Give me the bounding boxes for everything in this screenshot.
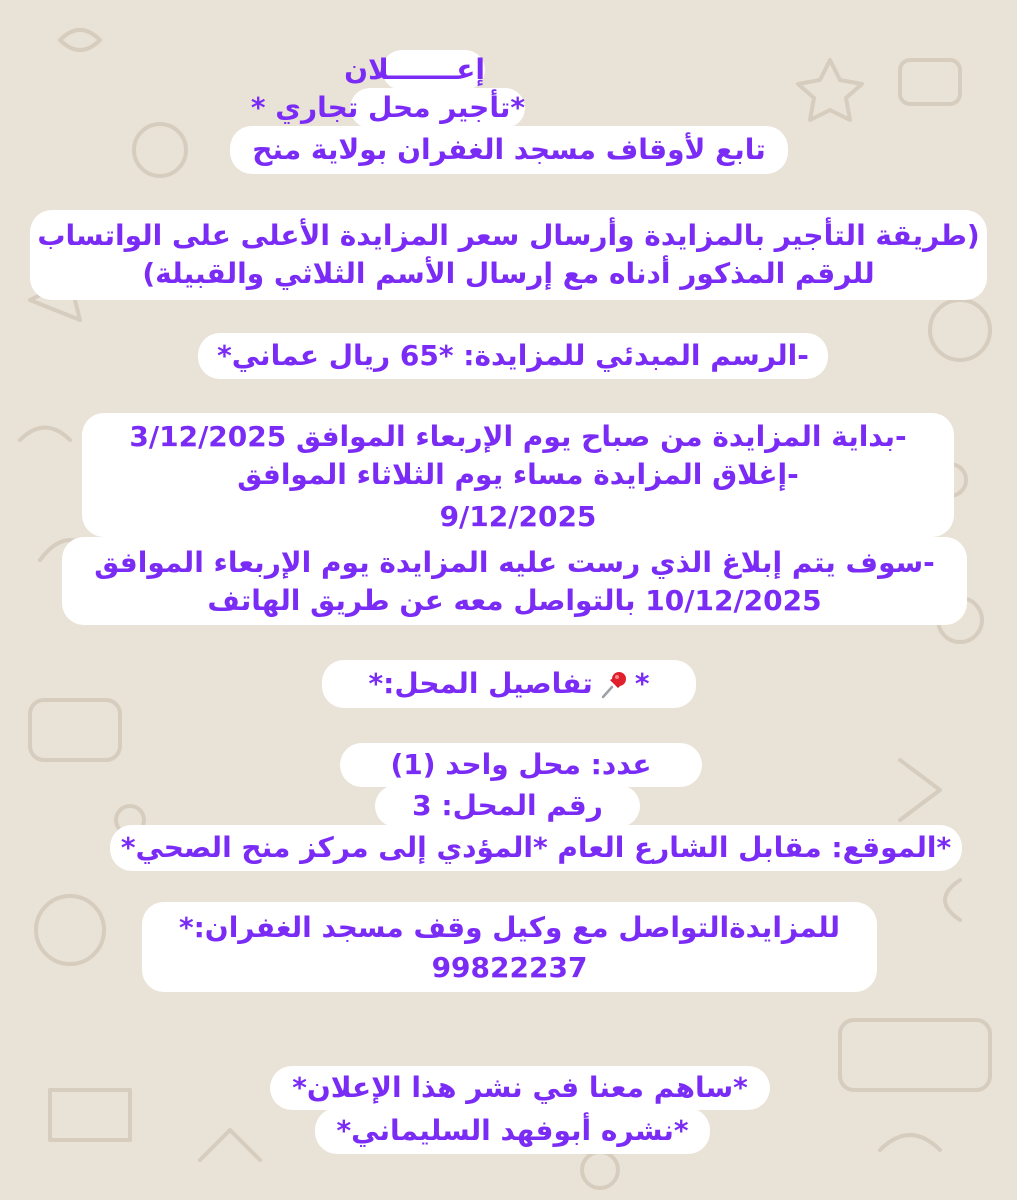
location-bubble [110, 825, 962, 871]
share-call: *ساهم معنا في نشر هذا الإعلان* [292, 1071, 748, 1104]
shop-number: رقم المحل: 3 [412, 789, 603, 822]
title-bubble [250, 88, 525, 128]
shop-count: عدد: محل واحد (1) [390, 748, 652, 781]
method-bubble [30, 210, 987, 300]
heading: إعـــــــلان [344, 53, 485, 86]
shop-number-bubble [375, 785, 640, 827]
method-line-1: (طريقة التأجير بالمزايدة وأرسال سعر المزايدة الأعلى على الواتساب [37, 219, 980, 252]
details-heading [322, 666, 696, 702]
share-bubble [270, 1066, 770, 1110]
location: *الموقع: مقابل الشارع العام *المؤدي إلى مركز منح الصحي* [120, 831, 952, 864]
notify-line-1: -سوف يتم إبلاغ الذي رست عليه المزايدة يوم الإربعاء الموافق [94, 546, 935, 579]
heading-bubble [344, 50, 485, 90]
contact-bubble [142, 902, 877, 992]
publisher-bubble [315, 1108, 710, 1154]
fee-bubble [198, 333, 828, 379]
auction-close: -إغلاق المزايدة مساء يوم الثلاثاء الموافق [237, 458, 799, 491]
notify-line-2: 10/12/2025 بالتواصل معه عن طريق الهاتف [207, 584, 822, 617]
auction-start: -بداية المزايدة من صباح يوم الإربعاء الموافق 3/12/2025 [129, 420, 907, 453]
subtitle: تابع لأوقاف مسجد الغفران بولاية منح [252, 133, 766, 166]
subtitle-bubble [230, 126, 788, 174]
count-bubble [340, 743, 702, 787]
details-bubble [322, 660, 696, 708]
details-label: تفاصيل المحل:* [368, 667, 593, 700]
published-by: *نشره أبوفهد السليماني* [336, 1114, 689, 1147]
contact: للمزايدةالتواصل مع وكيل وقف مسجد الغفران:* [178, 911, 841, 944]
dates-bubble [82, 413, 954, 537]
details-prefix: * [634, 667, 650, 700]
auction-close-date: 9/12/2025 [439, 500, 597, 533]
phone-number: 99822237 [431, 951, 588, 984]
pushpin-icon [599, 670, 629, 700]
notify-bubble [62, 537, 967, 625]
method-line-2: للرقم المذكور أدناه مع إرسال الأسم الثلاثي والقبيلة) [142, 257, 875, 290]
fee: -الرسم المبدئي للمزايدة: *65 ريال عماني* [217, 339, 809, 372]
title: *تأجير محل تجاري * [250, 91, 525, 124]
